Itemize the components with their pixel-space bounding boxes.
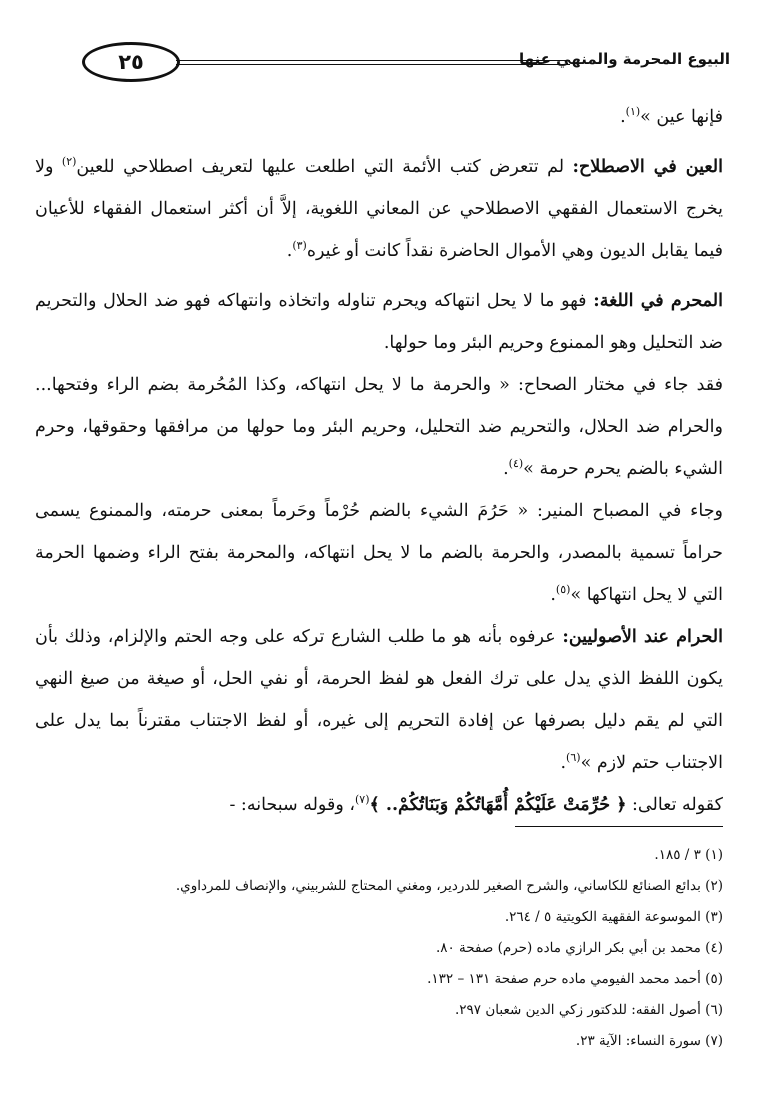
quran-verse: ﴿ حُرِّمَتْ عَلَيْكُمْ أُمَّهَاتُكُمْ وَبَنَاتُكُمْ.. ﴾ — [369, 795, 627, 815]
footnote-4: (٤) محمد بن أبي بكر الرازي ماده (حرم) صفحة ٨٠. — [435, 940, 723, 956]
paragraph-verse: كقوله تعالى: ﴿ حُرِّمَتْ عَلَيْكُمْ أُمَّهَاتُكُمْ وَبَنَاتُكُمْ.. ﴾$^{(٧)}$، وقوله سبحانه: - — [229, 793, 723, 815]
term-muharram: المحرم في اللغة: — [593, 291, 723, 311]
footnote-ref-5: (٥) — [555, 583, 571, 597]
footnotes — [35, 840, 723, 1057]
footnote-5: (٥) أحمد محمد الفيومي ماده حرم صفحة ١٣١ – ١٣٢. — [427, 971, 723, 987]
footnote-ref-4: (٤) — [508, 457, 524, 471]
footnote-7: (٧) سورة النساء: الآية ٢٣. — [575, 1033, 723, 1049]
footnote-separator — [515, 826, 723, 827]
paragraph-haram-usul: الحرام عند الأصوليين: عرفوه بأنه هو ما طلب الشارع تركه على وجه الحتم والإلزام، وذلك بأن يكون اللفظ الذي يدل على ترك الفعل هو لفظ الحرمة، أو نفي الحل، أو صيغة من صيغ النهي التي لم يقم دليل بصرفها عن إفادة التحريم إلى غيره، أو لفظ الاجتناب مقترناً بما يدل على الاجتناب حتم لازم »$^{(٦)}$. — [35, 627, 723, 773]
paragraph-mukhtar-sihah: فقد جاء في مختار الصحاح: « والحرمة ما لا يحل انتهاكه، وكذا المُحُرمة بضم الراء وفتحها... والحرام ضد الحلال، والتحريم ضد التحليل، وحريم البئر وما حولها من مرافقها وحقوقها، وحرم الشيء بالضم يحرم حرمة »$^{(٤)}$. — [35, 375, 723, 479]
main-text — [35, 96, 723, 826]
page-header — [30, 40, 730, 80]
term-ayn: العين في الاصطلاح: — [572, 157, 723, 177]
footnote-1: (١) ٣ / ١٨٥. — [654, 847, 723, 863]
footnote-ref-2: (٢) — [61, 155, 77, 169]
footnote-3: (٣) الموسوعة الفقهية الكويتية ٥ / ٢٦٤. — [504, 909, 723, 925]
footnote-ref-6: (٦) — [566, 751, 581, 765]
footnote-2: (٢) بدائع الصنائع للكاساني، والشرح الصغير للدردير، ومغني المحتاج للشربيني، والإنصاف للمرداوي. — [175, 878, 723, 894]
term-haram: الحرام عند الأصوليين: — [562, 627, 723, 647]
running-title: البيوع المحرمة والمنهي عنها — [519, 50, 730, 68]
footnote-ref-1: (١) — [625, 105, 641, 119]
footnote-ref-3: (٣) — [292, 239, 307, 253]
footnote-6: (٦) أصول الفقه: للدكتور زكي الدين شعبان ٢٩٧. — [455, 1002, 723, 1018]
paragraph-misbah-munir: وجاء في المصباح المنير: « حَرُمَ الشيء بالضم حُرْماً وحَرماً بمعنى حرمته، والممنوع يسمى حراماً تسمية بالمصدر، والحرمة بالضم ما لا يحل انتهاكه، والمحرمة بفتح الراء وضمها الحرمة التي لا يحل انتهاكها »$^{(٥)}$. — [35, 501, 723, 605]
paragraph-ayn-definition: العين في الاصطلاح: لم تتعرض كتب الأئمة التي اطلعت عليها لتعريف اصطلاحي للعين$^{(٢)}$ ولا يخرج الاستعمال الفقهي الاصطلاحي عن المعاني اللغوية، إلاَّ أن أكثر استعمال الفقهاء للأعيان فيما يقابل الديون وهي الأموال الحاضرة نقداً كانت أو غيره$^{(٣)}$. — [35, 155, 723, 261]
footnote-ref-7: (٧) — [355, 793, 370, 807]
paragraph-1: فإنها عين »$^{(١)}$. — [620, 105, 723, 127]
paragraph-muharram-language: المحرم في اللغة: فهو ما لا يحل انتهاكه ويحرم تناوله واتخاذه وانتهاكه فهو ضد الحلال والتحريم ضد التحليل وهو الممنوع وحريم البئر وما حولها. — [35, 291, 723, 353]
page-number: ٢٥ — [82, 42, 180, 82]
header-rule — [176, 60, 570, 65]
